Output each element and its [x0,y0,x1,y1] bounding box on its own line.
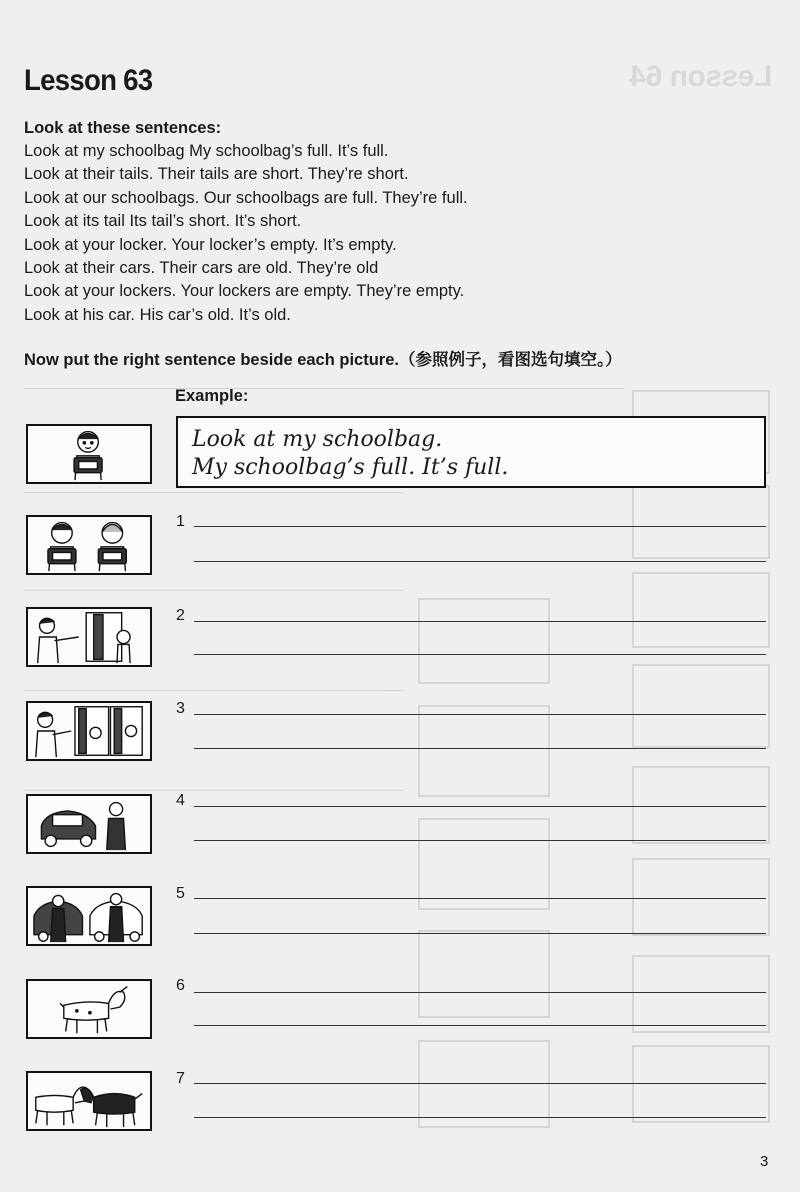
exercise-number: 6 [176,977,185,994]
exercise-picture-2 [26,607,152,667]
answer-line[interactable] [194,933,766,934]
answer-line[interactable] [194,806,766,807]
sentence-list [24,140,468,327]
sentence: Look at my schoolbag My schoolbag’s full. It’s full. [24,142,389,160]
sentence: Look at their tails. Their tails are short. They’re short. [24,165,409,184]
section-heading: Look at these sentences: [24,119,222,137]
page-number: 3 [760,1153,769,1170]
answer-line[interactable] [194,526,766,527]
two-old-cars-illustration [28,888,150,944]
example-picture [26,424,152,484]
sentence: Look at its tail Its tail’s short. It’s short. [24,212,302,231]
child-with-schoolbag-illustration [28,426,150,482]
answer-line[interactable] [194,1025,766,1026]
example-answer-line: My schoolbag’s full. It’s full. [192,455,509,480]
man-pointing-at-lockers-illustration [28,703,150,759]
sentence: Look at your lockers. Your lockers are empty. They’re empty. [24,282,465,301]
two-dogs-illustration [28,1073,150,1129]
exercise-number: 3 [176,700,185,717]
exercise-picture-1 [26,515,152,575]
answer-line[interactable] [194,840,766,841]
exercise-number: 4 [176,792,185,809]
example-answer-box [176,416,766,488]
exercise-picture-4 [26,794,152,854]
exercise-picture-6 [26,979,152,1039]
sentence: Look at his car. His car’s old. It’s old. [24,305,291,324]
lesson-title: Lesson 63 [24,64,153,97]
dog-illustration [28,981,150,1037]
exercise-number: 1 [176,513,185,530]
exercise-number: 7 [176,1070,185,1087]
answer-line[interactable] [194,748,766,749]
answer-line[interactable] [194,714,766,715]
sentence: Look at our schoolbags. Our schoolbags are full. They’re full. [24,188,468,207]
answer-line[interactable] [194,898,766,899]
answer-line[interactable] [194,1083,766,1084]
exercise-number: 5 [176,885,185,902]
exercise-picture-7 [26,1071,152,1131]
sentence: Look at their cars. Their cars are old. They’re old [24,259,379,278]
exercise-instruction: Now put the right sentence beside each picture.（参照例子，看图选句填空。） [24,351,622,369]
man-pointing-at-locker-illustration [28,609,150,665]
answer-line[interactable] [194,1117,766,1118]
bleed-through-title: Lesson 64 [630,60,773,93]
answer-line[interactable] [194,654,766,655]
exercise-picture-5 [26,886,152,946]
sentence: Look at your locker. Your locker’s empty. It’s empty. [24,235,397,254]
answer-line[interactable] [194,992,766,993]
exercise-number: 2 [176,607,185,624]
example-label: Example: [175,387,249,405]
answer-line[interactable] [194,621,766,622]
old-car-and-man-illustration [28,796,150,852]
example-answer-line: Look at my schoolbag. [192,427,443,452]
answer-line[interactable] [194,561,766,562]
exercise-picture-3 [26,701,152,761]
two-children-with-schoolbags-illustration [28,517,150,573]
